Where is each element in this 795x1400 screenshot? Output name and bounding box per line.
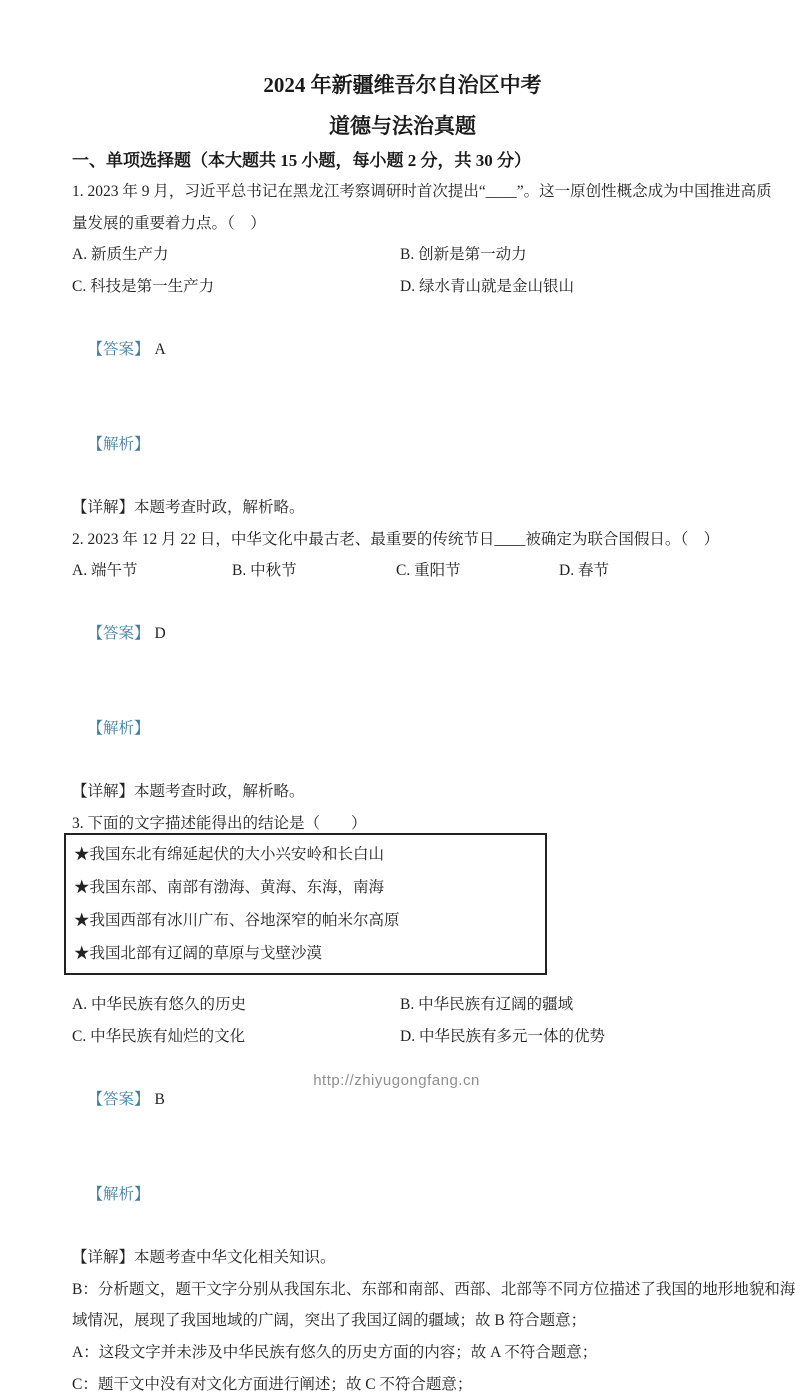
analysis-label: 【解析】 <box>87 1186 150 1204</box>
question-1-options-row-2 <box>72 271 733 303</box>
section-heading: 一、单项选择题（本大题共 15 小题，每小题 2 分，共 30 分） <box>72 151 531 170</box>
question-1-answer-line <box>72 302 733 397</box>
answer-label: 【答案】 <box>87 340 150 358</box>
question-3-analysis-text-line-4: C：题干文中没有对文化方面进行阐述；故 C 不符合题意； <box>72 1375 473 1393</box>
question-3-source-box <box>64 833 547 975</box>
question-2-stem: 2. 2023 年 12 月 22 日，中华文化中最古老、最重要的传统节日____被确定为联合国假日。（ ） <box>72 530 720 548</box>
document-title-line-1: 2024 年新疆维吾尔自治区中考 <box>263 73 542 97</box>
question-1-option-b: B. 创新是第一动力 <box>400 246 527 264</box>
question-2-option-b: B. 中秋节 <box>232 562 297 580</box>
question-2-detail-line: 【详解】本题考查时政，解析略。 <box>72 783 305 801</box>
question-2-option-c: C. 重阳节 <box>396 562 461 580</box>
question-2-answer-value: D <box>154 625 166 643</box>
question-1-analysis-line <box>72 397 733 492</box>
analysis-label: 【解析】 <box>87 720 150 738</box>
question-3-options-row-1 <box>72 989 733 1021</box>
question-2-option-a: A. 端午节 <box>72 562 138 580</box>
question-1-detail-line: 【详解】本题考查时政，解析略。 <box>72 498 305 516</box>
question-3-option-c: C. 中华民族有灿烂的文化 <box>72 1028 246 1046</box>
source-box-line-1: ★我国东北有绵延起伏的大小兴安岭和长白山 <box>74 846 385 864</box>
question-3-detail-line: 【详解】本题考查中华文化相关知识。 <box>72 1249 336 1267</box>
question-1-answer-value: A <box>154 340 166 358</box>
question-2-analysis-line <box>72 682 733 777</box>
question-3-analysis-text-line-2: 域情况，展现了我国地域的广阔，突出了我国辽阔的疆域；故 B 符合题意； <box>72 1312 587 1330</box>
source-box-line-3: ★我国西部有冰川广布、谷地深窄的帕米尔高原 <box>74 912 400 930</box>
question-1-option-d: D. 绿水青山就是金山银山 <box>400 277 574 295</box>
analysis-label: 【解析】 <box>87 435 150 453</box>
question-2-option-d: D. 春节 <box>559 562 609 580</box>
question-3-options-row-2 <box>72 1021 733 1053</box>
answer-label: 【答案】 <box>87 625 150 643</box>
question-1-option-c: C. 科技是第一生产力 <box>72 277 215 295</box>
question-1-stem-line-2: 量发展的重要着力点。（ ） <box>72 214 266 232</box>
question-3-option-b: B. 中华民族有辽阔的疆域 <box>400 996 574 1014</box>
question-3-analysis-text-line-1: B：分析题文，题干文字分别从我国东北、东部和南部、西部、北部等不同方位描述了我国的地形地貌和海 <box>72 1280 795 1298</box>
answer-label: 【答案】 <box>87 1091 150 1109</box>
footer-watermark-url: http://zhiyugongfang.cn <box>313 1072 480 1089</box>
question-3-stem: 3. 下面的文字描述能得出的结论是（ ） <box>72 814 367 832</box>
question-2-options-row <box>72 555 733 587</box>
source-box-line-2: ★我国东部、南部有渤海、黄海、东海，南海 <box>74 879 385 897</box>
document-title-line-2: 道德与法治真题 <box>329 114 476 138</box>
question-3-analysis-line <box>72 1147 733 1242</box>
question-3-option-d: D. 中华民族有多元一体的优势 <box>400 1028 605 1046</box>
question-1-stem-line-1: 1. 2023 年 9 月，习近平总书记在黑龙江考察调研时首次提出“____”。这一原创性概念成为中国推进高质 <box>72 183 772 200</box>
question-3-analysis-text-line-3: A：这段文字并未涉及中华民族有悠久的历史方面的内容；故 A 不符合题意； <box>72 1344 598 1361</box>
question-2-answer-line <box>72 587 733 682</box>
question-1-options-row-1 <box>72 239 733 271</box>
question-1-option-a: A. 新质生产力 <box>72 246 169 264</box>
question-3-answer-value: B <box>154 1091 165 1109</box>
source-box-line-4: ★我国北部有辽阔的草原与戈壁沙漠 <box>74 945 323 963</box>
question-3-option-a: A. 中华民族有悠久的历史 <box>72 996 246 1014</box>
